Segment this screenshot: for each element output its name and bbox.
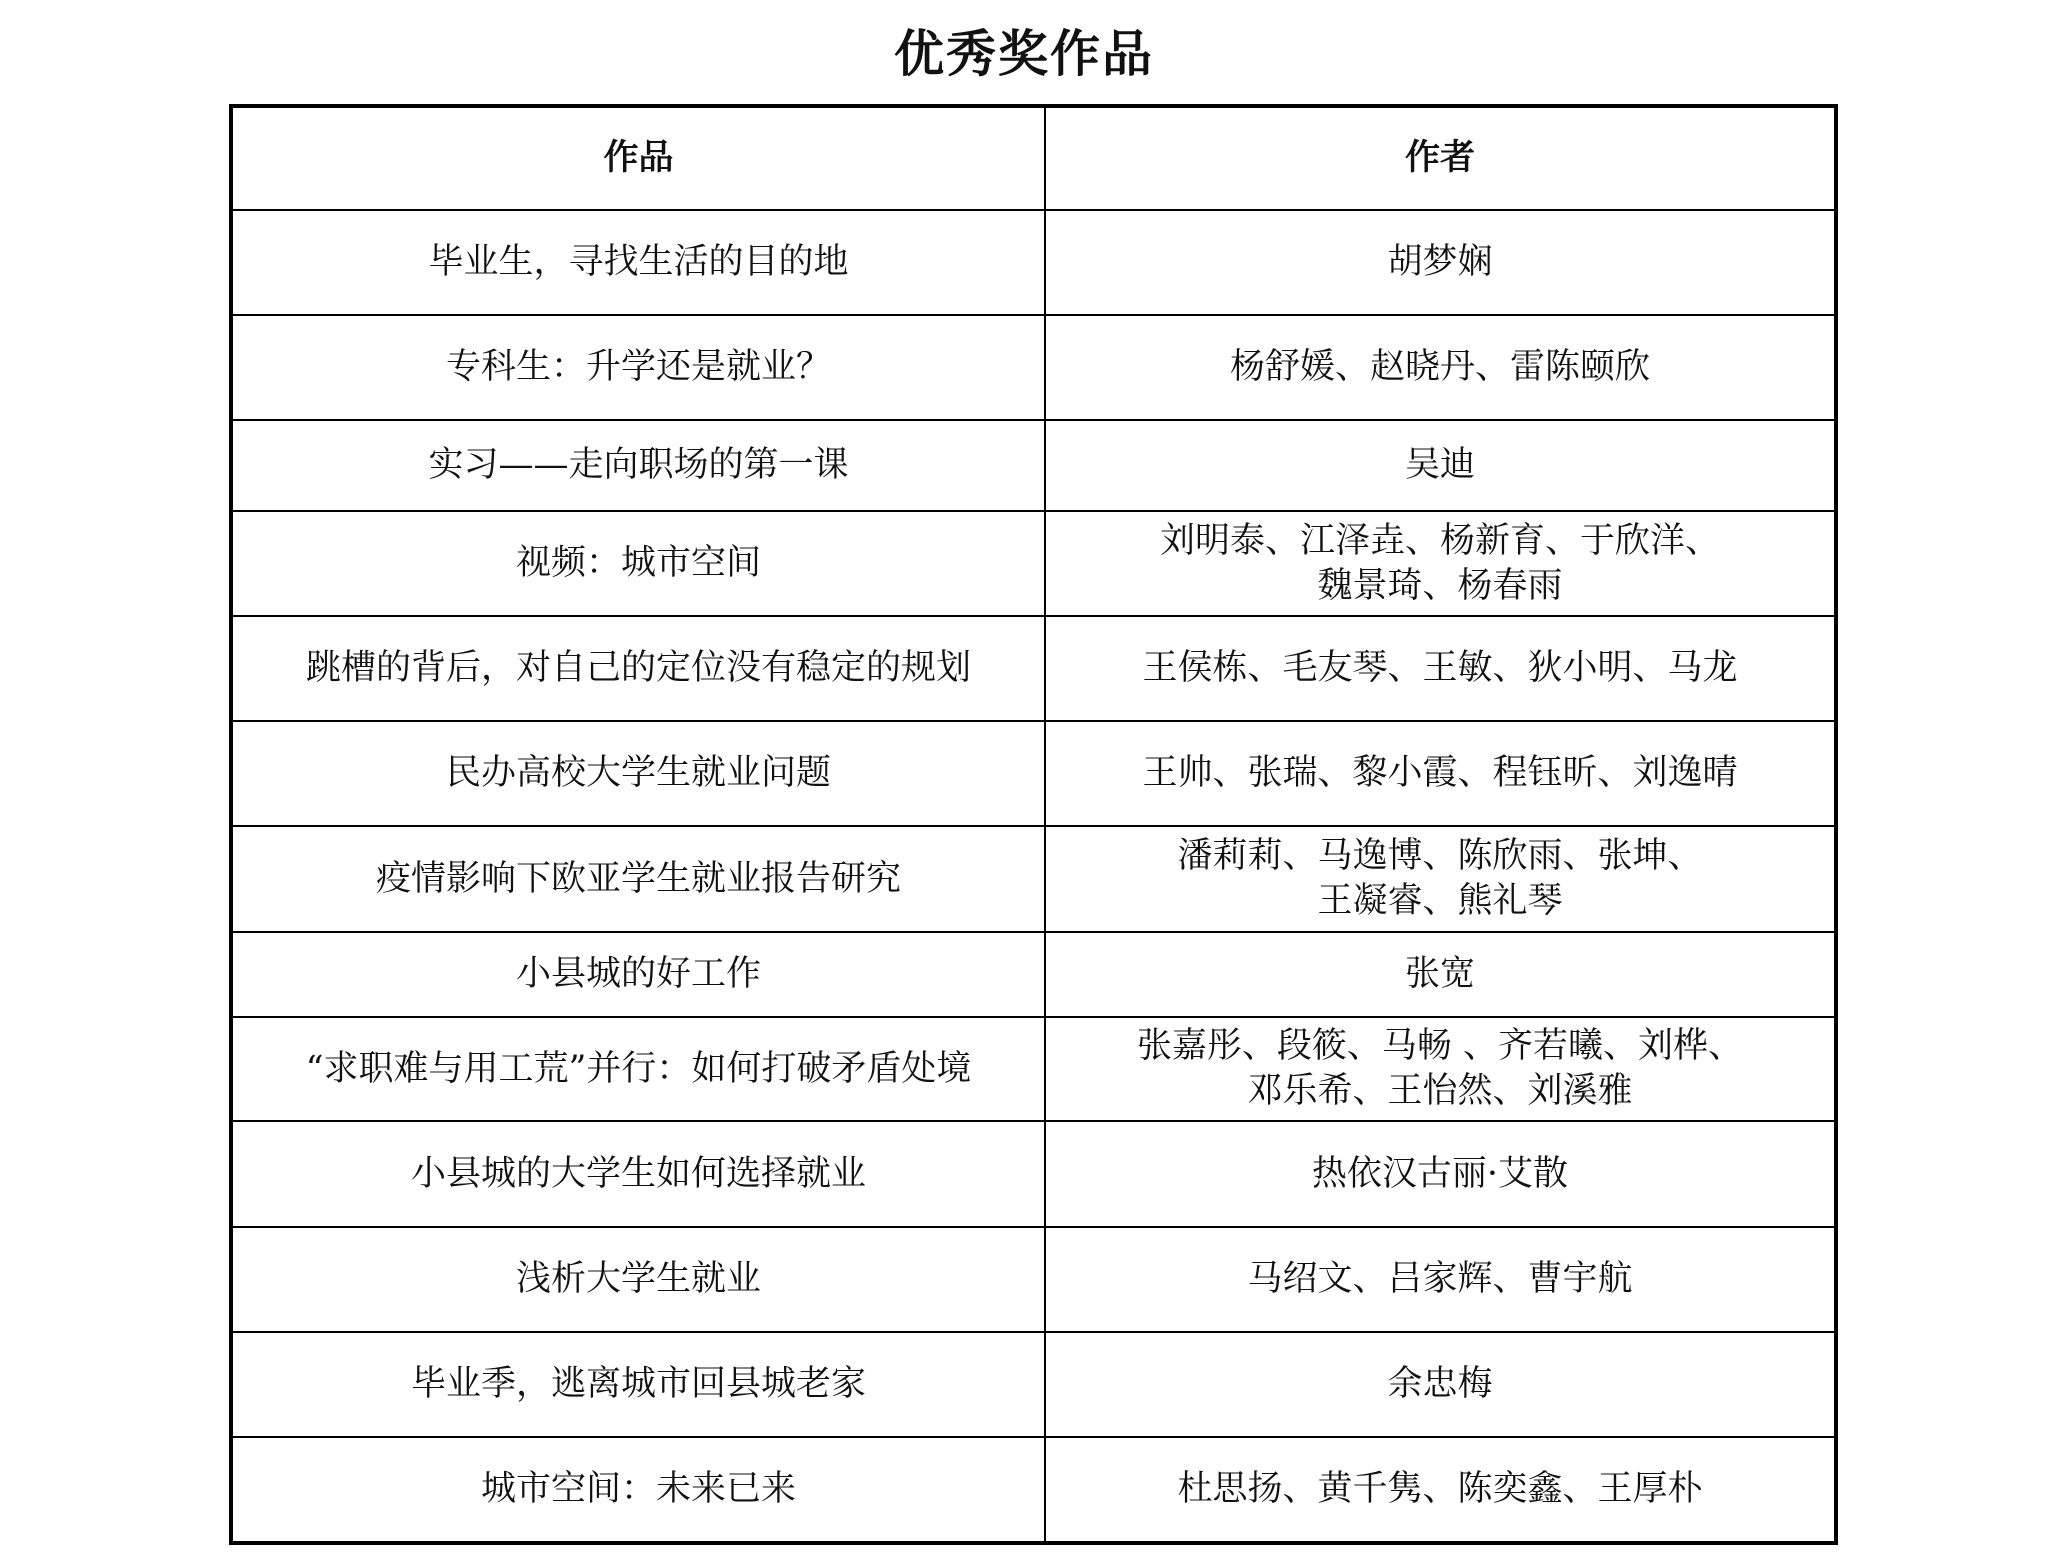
- work-title: 民办高校大学生就业问题: [231, 721, 1045, 826]
- author-names: [1045, 420, 1836, 511]
- author-line: 杜思扬、黄千隽、陈奕鑫、王厚朴: [1177, 1469, 1703, 1509]
- table-row: [231, 1121, 1836, 1227]
- author-line: 王侯栋、毛友琴、王敏、狄小明、马龙: [1142, 648, 1738, 688]
- table-header-row: [231, 106, 1836, 210]
- table-row: [231, 1332, 1836, 1437]
- header-author: 作者: [1045, 106, 1836, 210]
- author-names: [1045, 616, 1836, 721]
- author-line: 王帅、张瑞、黎小霞、程钰昕、刘逸晴: [1142, 753, 1738, 793]
- table-row: [231, 1017, 1836, 1121]
- work-title: 毕业生，寻找生活的目的地: [231, 210, 1045, 315]
- author-line: 魏景琦、杨春雨: [1317, 565, 1563, 606]
- awards-table: [229, 104, 1838, 1545]
- page-title: 优秀奖作品: [894, 25, 1154, 83]
- author-names: [1045, 932, 1836, 1017]
- author-names: [1045, 826, 1836, 932]
- table-row: [231, 511, 1836, 616]
- work-title: 跳槽的背后，对自己的定位没有稳定的规划: [231, 616, 1045, 721]
- table-row: [231, 315, 1836, 420]
- table-row: [231, 721, 1836, 826]
- author-names: [1045, 1332, 1836, 1437]
- author-names: [1045, 1121, 1836, 1227]
- author-line: 热依汉古丽·艾散: [1311, 1153, 1569, 1194]
- table-row: [231, 1437, 1836, 1543]
- table-row: [231, 1227, 1836, 1332]
- header-work: 作品: [231, 106, 1045, 210]
- work-title: 小县城的大学生如何选择就业: [231, 1121, 1045, 1227]
- author-line: 胡梦娴: [1387, 242, 1493, 282]
- table-row: [231, 616, 1836, 721]
- author-line: 余忠梅: [1387, 1364, 1493, 1404]
- author-line: 潘莉莉、马逸博、陈欣雨、张坤、: [1177, 836, 1703, 876]
- table-row: [231, 420, 1836, 511]
- work-title: 专科生：升学还是就业？: [231, 315, 1045, 420]
- work-title: 小县城的好工作: [231, 932, 1045, 1017]
- author-line: 刘明泰、江泽垚、杨新育、于欣洋、: [1159, 520, 1720, 561]
- table-row: [231, 826, 1836, 932]
- author-names: [1045, 1437, 1836, 1543]
- work-title: 城市空间：未来已来: [231, 1437, 1045, 1543]
- table-row: [231, 210, 1836, 315]
- work-title: 疫情影响下欧亚学生就业报告研究: [231, 826, 1045, 932]
- author-line: 杨舒媛、赵晓丹、雷陈颐欣: [1229, 347, 1650, 387]
- author-names: [1045, 210, 1836, 315]
- author-line: 马绍文、吕家辉、曹宇航: [1247, 1259, 1633, 1299]
- author-names: [1045, 511, 1836, 616]
- author-line: 吴迪: [1404, 445, 1475, 485]
- author-line: 张宽: [1404, 954, 1475, 994]
- author-names: [1045, 1017, 1836, 1121]
- author-names: [1045, 1227, 1836, 1332]
- author-names: [1045, 315, 1836, 420]
- work-title: 毕业季，逃离城市回县城老家: [231, 1332, 1045, 1437]
- author-line: 邓乐希、王怡然、刘溪雅: [1247, 1071, 1633, 1111]
- author-names: [1045, 721, 1836, 826]
- work-title: “求职难与用工荒”并行：如何打破矛盾处境: [231, 1017, 1045, 1121]
- work-title: 浅析大学生就业: [231, 1227, 1045, 1332]
- work-title: 视频：城市空间: [231, 511, 1045, 616]
- work-title: 实习——走向职场的第一课: [231, 420, 1045, 511]
- author-line: 王凝睿、熊礼琴: [1317, 881, 1563, 921]
- author-line: 张嘉彤、段筱、马畅 、齐若曦、刘桦、: [1136, 1026, 1744, 1066]
- table-row: [231, 932, 1836, 1017]
